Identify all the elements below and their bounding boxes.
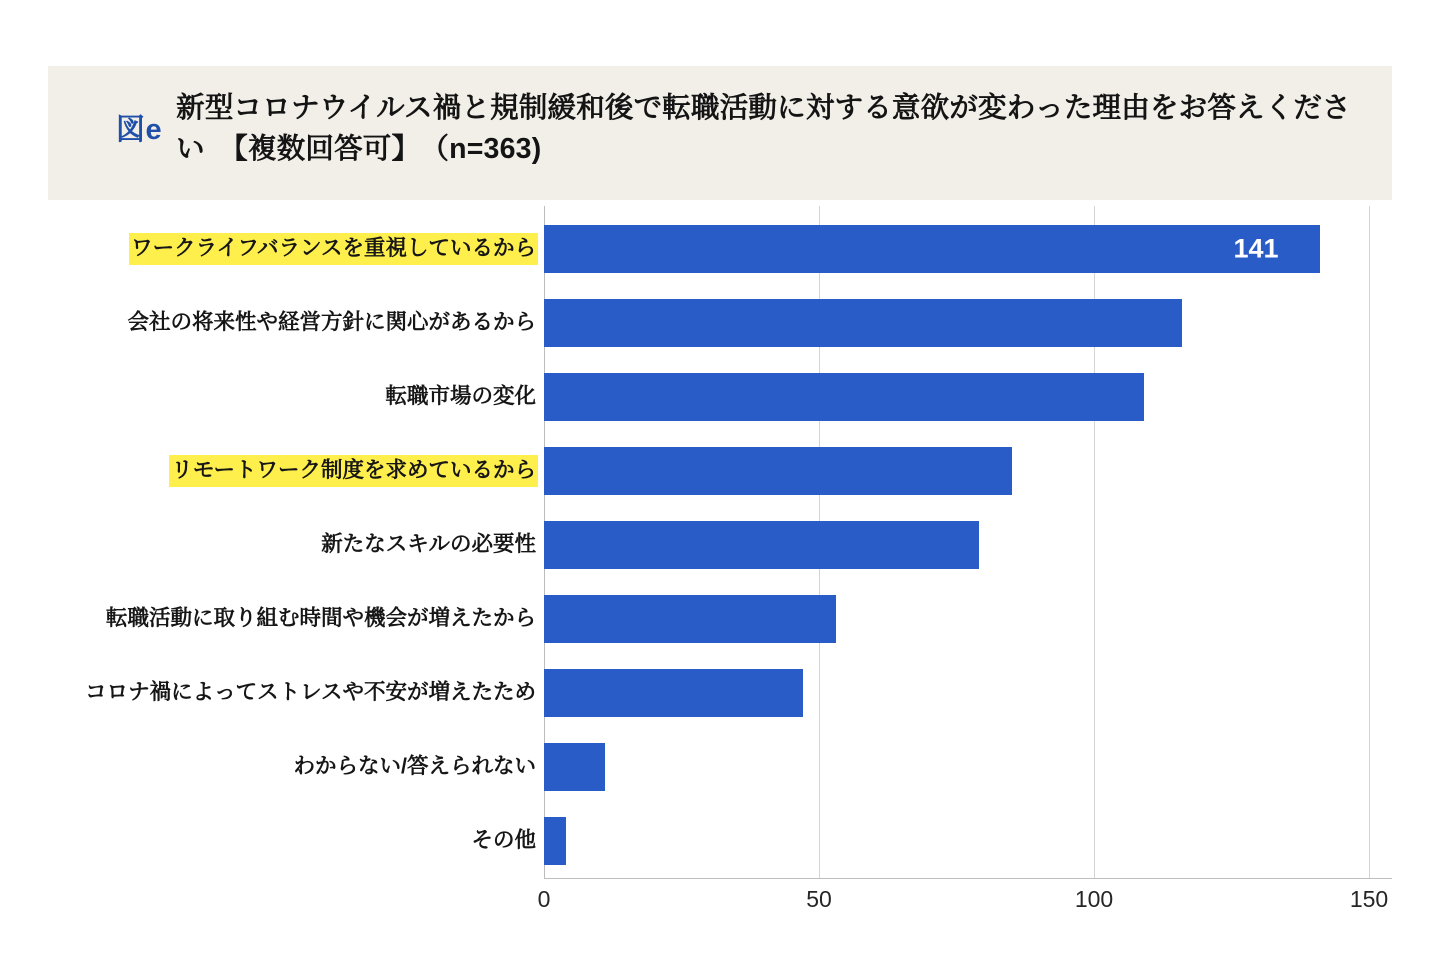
category-label-cell (48, 455, 544, 487)
bar (544, 373, 1144, 421)
category-label-cell (48, 751, 544, 783)
bar-cell (544, 804, 1392, 878)
x-tick-label: 100 (1074, 886, 1114, 912)
category-label-cell (48, 603, 544, 635)
category-label: ワークライフバランスを重視しているから (129, 233, 538, 265)
category-label: その他 (471, 828, 536, 853)
category-label: リモートワーク制度を求めているから (169, 455, 538, 487)
category-label-cell (48, 381, 544, 413)
bar-cell (544, 212, 1392, 286)
x-axis-line (544, 878, 1392, 879)
bar (544, 595, 836, 643)
category-label: わからない/答えられない (293, 754, 536, 779)
bar-row (48, 582, 1392, 656)
category-label: 新たなスキルの必要性 (321, 532, 536, 557)
bar (544, 669, 803, 717)
bar-row (48, 360, 1392, 434)
bar-cell (544, 656, 1392, 730)
bar-cell (544, 286, 1392, 360)
bar-cell (544, 508, 1392, 582)
bar-row (48, 286, 1392, 360)
bar (544, 447, 1012, 495)
category-label-cell (48, 529, 544, 561)
category-label-cell (48, 233, 544, 265)
category-label: コロナ禍によってストレスや不安が増えたため (85, 680, 536, 705)
bar-rows (48, 212, 1392, 878)
x-tick-label: 0 (537, 886, 551, 912)
category-label-cell (48, 677, 544, 709)
category-label-cell (48, 825, 544, 857)
bar-cell (544, 582, 1392, 656)
bar-row (48, 730, 1392, 804)
chart-title-banner (48, 66, 1392, 200)
bar (544, 743, 605, 791)
figure-label: 図e (116, 114, 163, 146)
category-label-cell (48, 307, 544, 339)
bar-row (48, 804, 1392, 878)
bar-row (48, 434, 1392, 508)
x-tick-label: 50 (806, 886, 832, 912)
category-label: 転職市場の変化 (385, 384, 536, 409)
bar-row (48, 656, 1392, 730)
page-title: 新型コロナウイルス禍と規制緩和後で転職活動に対する意欲が変わった理由をお答えください 【複数回答可】 （n=363) (176, 92, 1351, 166)
bar (544, 299, 1182, 347)
bar-row (48, 508, 1392, 582)
x-axis (537, 878, 1392, 926)
bar-cell (544, 434, 1392, 508)
bar-cell (544, 360, 1392, 434)
bar-row (48, 212, 1392, 286)
category-label: 会社の将来性や経営方針に関心があるから (127, 310, 536, 335)
bar (544, 225, 1320, 273)
bar (544, 817, 566, 865)
plot-area (48, 206, 1392, 912)
bar-value-label: 141 (1233, 233, 1279, 264)
category-label: 転職活動に取り組む時間や機会が増えたから (105, 606, 536, 631)
bar (544, 521, 979, 569)
x-tick-label: 150 (1349, 886, 1389, 912)
bar-cell (544, 730, 1392, 804)
